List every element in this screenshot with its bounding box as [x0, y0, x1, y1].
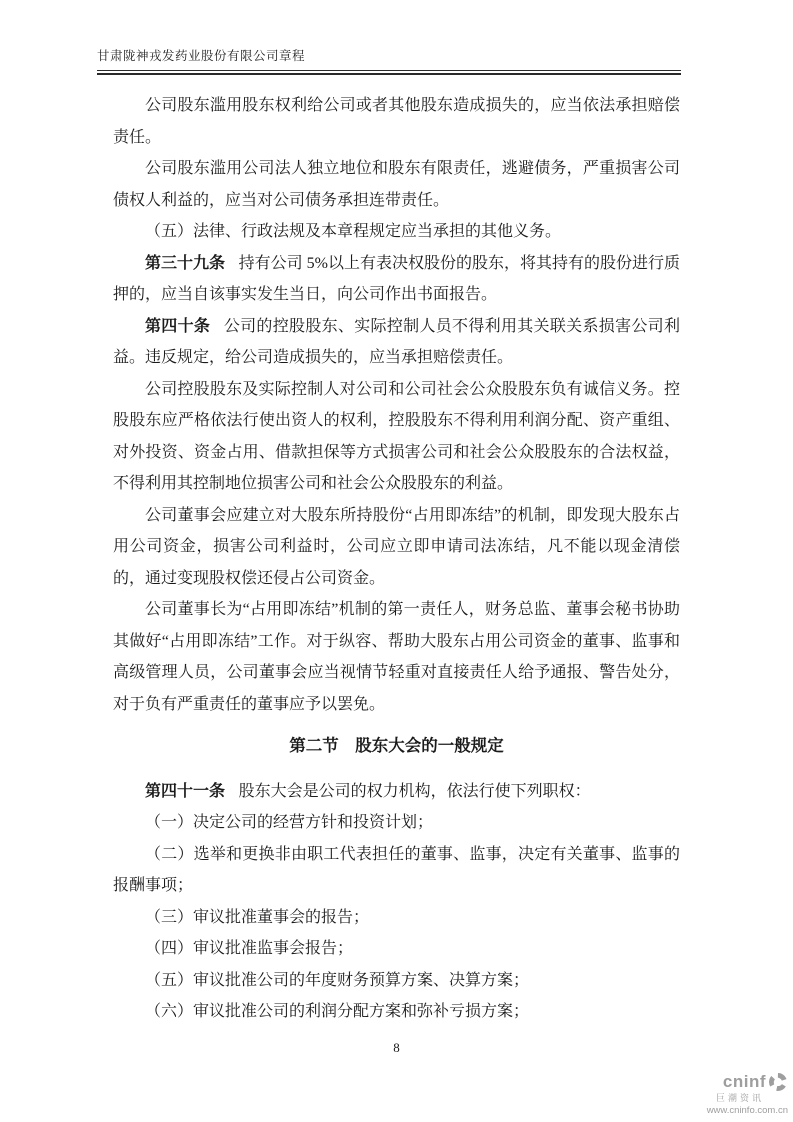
article-number: 第四十一条: [145, 782, 226, 800]
paragraph: （六）审议批准公司的利润分配方案和弥补亏损方案；: [145, 1003, 530, 1020]
paragraph: （五）法律、行政法规及本章程规定应当承担的其他义务。: [145, 223, 562, 240]
paragraph: （二）选举和更换非由职工代表担任的董事、监事，决定有关董事、监事的报酬事项；: [113, 845, 680, 894]
paragraph: 公司董事长为“占用即冻结”机制的第一责任人，财务总监、董事会秘书协助其做好“占用即冻结”工作。对于纵容、帮助大股东占用公司资金的董事、监事和高级管理人员，公司董事会应当视情节轻重对直接责任人给予通报、警告处分，对于负有严重责任的董事应予以罢免。: [113, 601, 680, 713]
cninfo-swirl-icon: [768, 1072, 788, 1092]
paragraph: 公司股东滥用公司法人独立地位和股东有限责任，逃避债务，严重损害公司债权人利益的，应当对公司债务承担连带责任。: [113, 160, 680, 209]
page-number: 8: [393, 1040, 400, 1055]
paragraph: （五）审议批准公司的年度财务预算方案、决算方案；: [145, 971, 530, 989]
article-number: 第三十九条: [145, 254, 226, 272]
article-number: 第四十条: [145, 317, 211, 335]
section-heading: 第二节 股东大会的一般规定: [289, 736, 504, 755]
paragraph: 第四十一条 股东大会是公司的权力机构，依法行使下列职权：: [145, 782, 591, 800]
document-body: [113, 90, 680, 1028]
paragraph: 公司股东滥用股东权利给公司或者其他股东造成损失的，应当依法承担赔偿责任。: [113, 97, 680, 146]
header-rule: [97, 70, 681, 75]
paragraph: 第三十九条 持有公司 5%以上有表决权股份的股东，将其持有的股份进行质押的，应当自该事实发生当日，向公司作出书面报告。: [113, 254, 680, 303]
cninfo-brand-cn: 巨潮资讯: [715, 1092, 764, 1103]
cninfo-url: www.cninfo.com.cn: [706, 1104, 788, 1116]
paragraph: 公司控股股东及实际控制人对公司和公司社会公众股股东负有诚信义务。控股股东应严格依法行使出资人的权利，控股股东不得利用利润分配、资产重组、对外投资、资金占用、借款担保等方式损害公司和社会公众股股东的合法权益，不得利用其控制地位损害公司和社会公众股股东的利益。: [113, 380, 680, 492]
cninfo-brand-text: cninf: [722, 1072, 766, 1092]
paragraph: 第四十条 公司的控股股东、实际控制人员不得利用其关联关系损害公司利益。违反规定，给公司造成损失的，应当承担赔偿责任。: [113, 317, 680, 366]
paragraph: （一）决定公司的经营方针和投资计划；: [145, 814, 434, 831]
paragraph: 公司董事会应建立对大股东所持股份“占用即冻结”的机制，即发现大股东占用公司资金，损害公司利益时，公司应立即申请司法冻结，凡不能以现金清偿的，通过变现股权偿还侵占公司资金。: [113, 506, 680, 587]
page-header: [97, 0, 681, 75]
paragraph: （四）审议批准监事会报告；: [145, 940, 354, 957]
paragraph: （三）审议批准董事会的报告；: [145, 908, 370, 926]
cninfo-logo: [707, 1072, 788, 1116]
cninfo-brand-row: [707, 1072, 788, 1092]
header-title: 甘肃陇神戎发药业股份有限公司章程: [97, 49, 306, 63]
